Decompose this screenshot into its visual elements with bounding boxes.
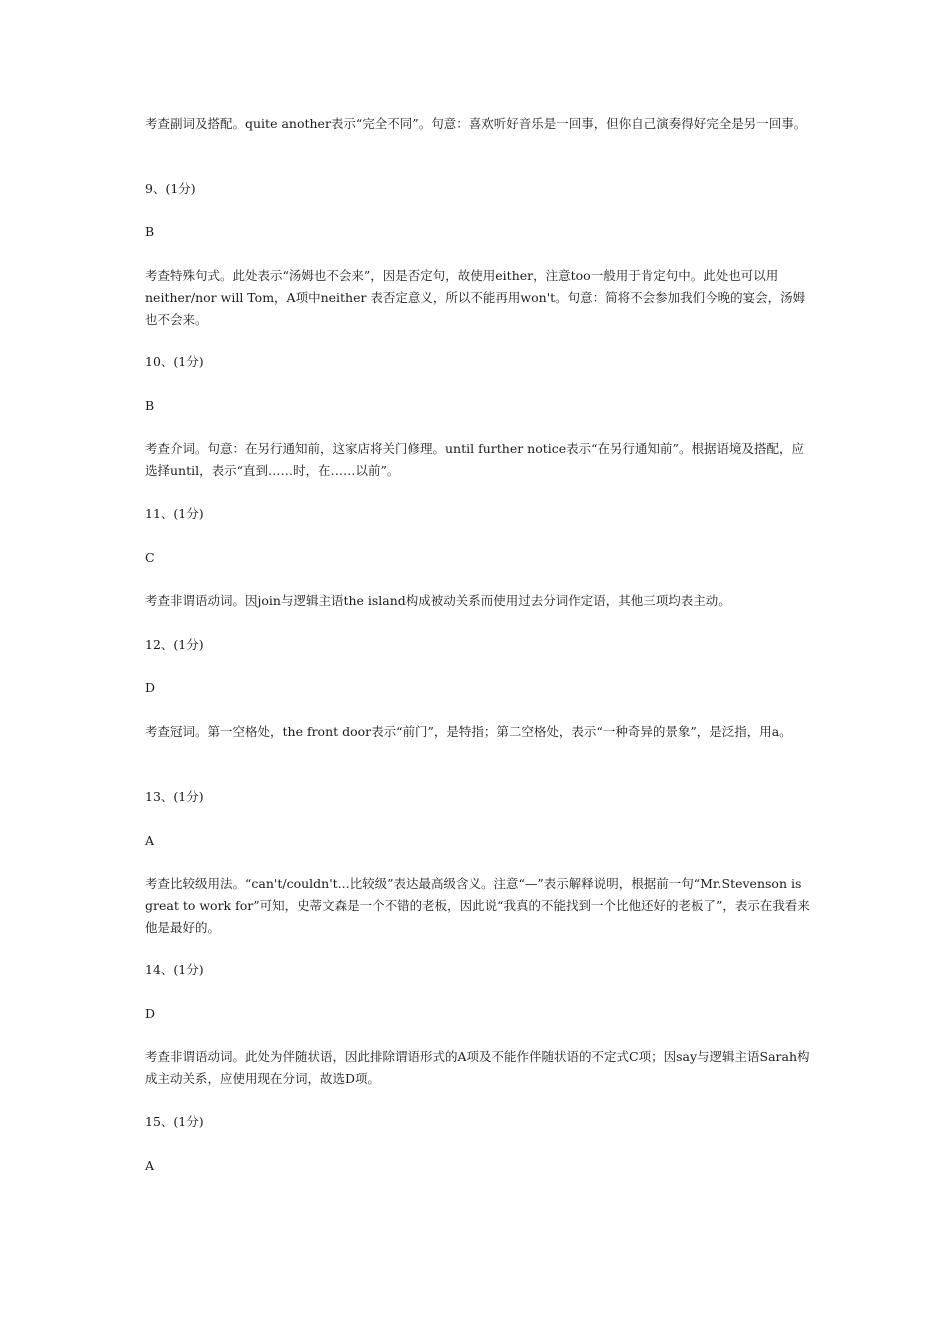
q15-header: 15、(1分) (145, 1114, 204, 1129)
q13-header: 13、(1分) (145, 789, 204, 804)
q13-explanation: 考查比较级用法。“can't/couldn't...比较级”表达最高级含义。注意“—”表示解释说明，根据前一句“Mr.Stevenson is great to work for”可知，史蒂文森是一个不错的老板，因此说“我真的不能找到一个比他还好的老板了”，表示在我看来他是最好的。 (145, 876, 810, 935)
q12-explanation: 考查冠词。第一空格处，the front door表示“前门”，是特指；第二空格处，表示“一种奇异的景象”，是泛指，用a。 (145, 724, 792, 739)
q10-explanation: 考查介词。句意：在另行通知前，这家店将关门修理。until further notice表示“在另行通知前”。根据语境及搭配，应选择until，表示“直到……时，在……以前”。 (145, 441, 804, 478)
q13-answer: A (145, 833, 155, 848)
q10-header: 10、(1分) (145, 354, 204, 369)
q9-explanation: 考查特殊句式。此处表示“汤姆也不会来”，因是否定句，故使用either，注意too一般用于肯定句中。此处也可以用neither/nor will Tom，A项中neither 表否定意义，所以不能再用won't。句意：简将不会参加我们今晚的宴会，汤姆也不会来。 (145, 268, 806, 327)
q12-header: 12、(1分) (145, 637, 204, 652)
q11-header: 11、(1分) (145, 506, 204, 521)
q12-answer: D (145, 680, 156, 695)
q14-answer: D (145, 1006, 156, 1021)
q15-answer: A (145, 1158, 155, 1173)
q14-explanation: 考查非谓语动词。此处为伴随状语，因此排除谓语形式的A项及不能作伴随状语的不定式C项；因say与逻辑主语Sarah构成主动关系，应使用现在分词，故选D项。 (145, 1049, 810, 1086)
q9-header: 9、(1分) (145, 181, 196, 196)
q9-answer: B (145, 224, 155, 239)
q8-explanation: 考查副词及搭配。quite another表示“完全不同”。句意：喜欢听好音乐是一回事，但你自己演奏得好完全是另一回事。 (145, 116, 807, 131)
q11-answer: C (145, 550, 155, 565)
q10-answer: B (145, 398, 155, 413)
q11-explanation: 考查非谓语动词。因join与逻辑主语the island构成被动关系而使用过去分词作定语，其他三项均表主动。 (145, 593, 731, 608)
q14-header: 14、(1分) (145, 962, 204, 977)
